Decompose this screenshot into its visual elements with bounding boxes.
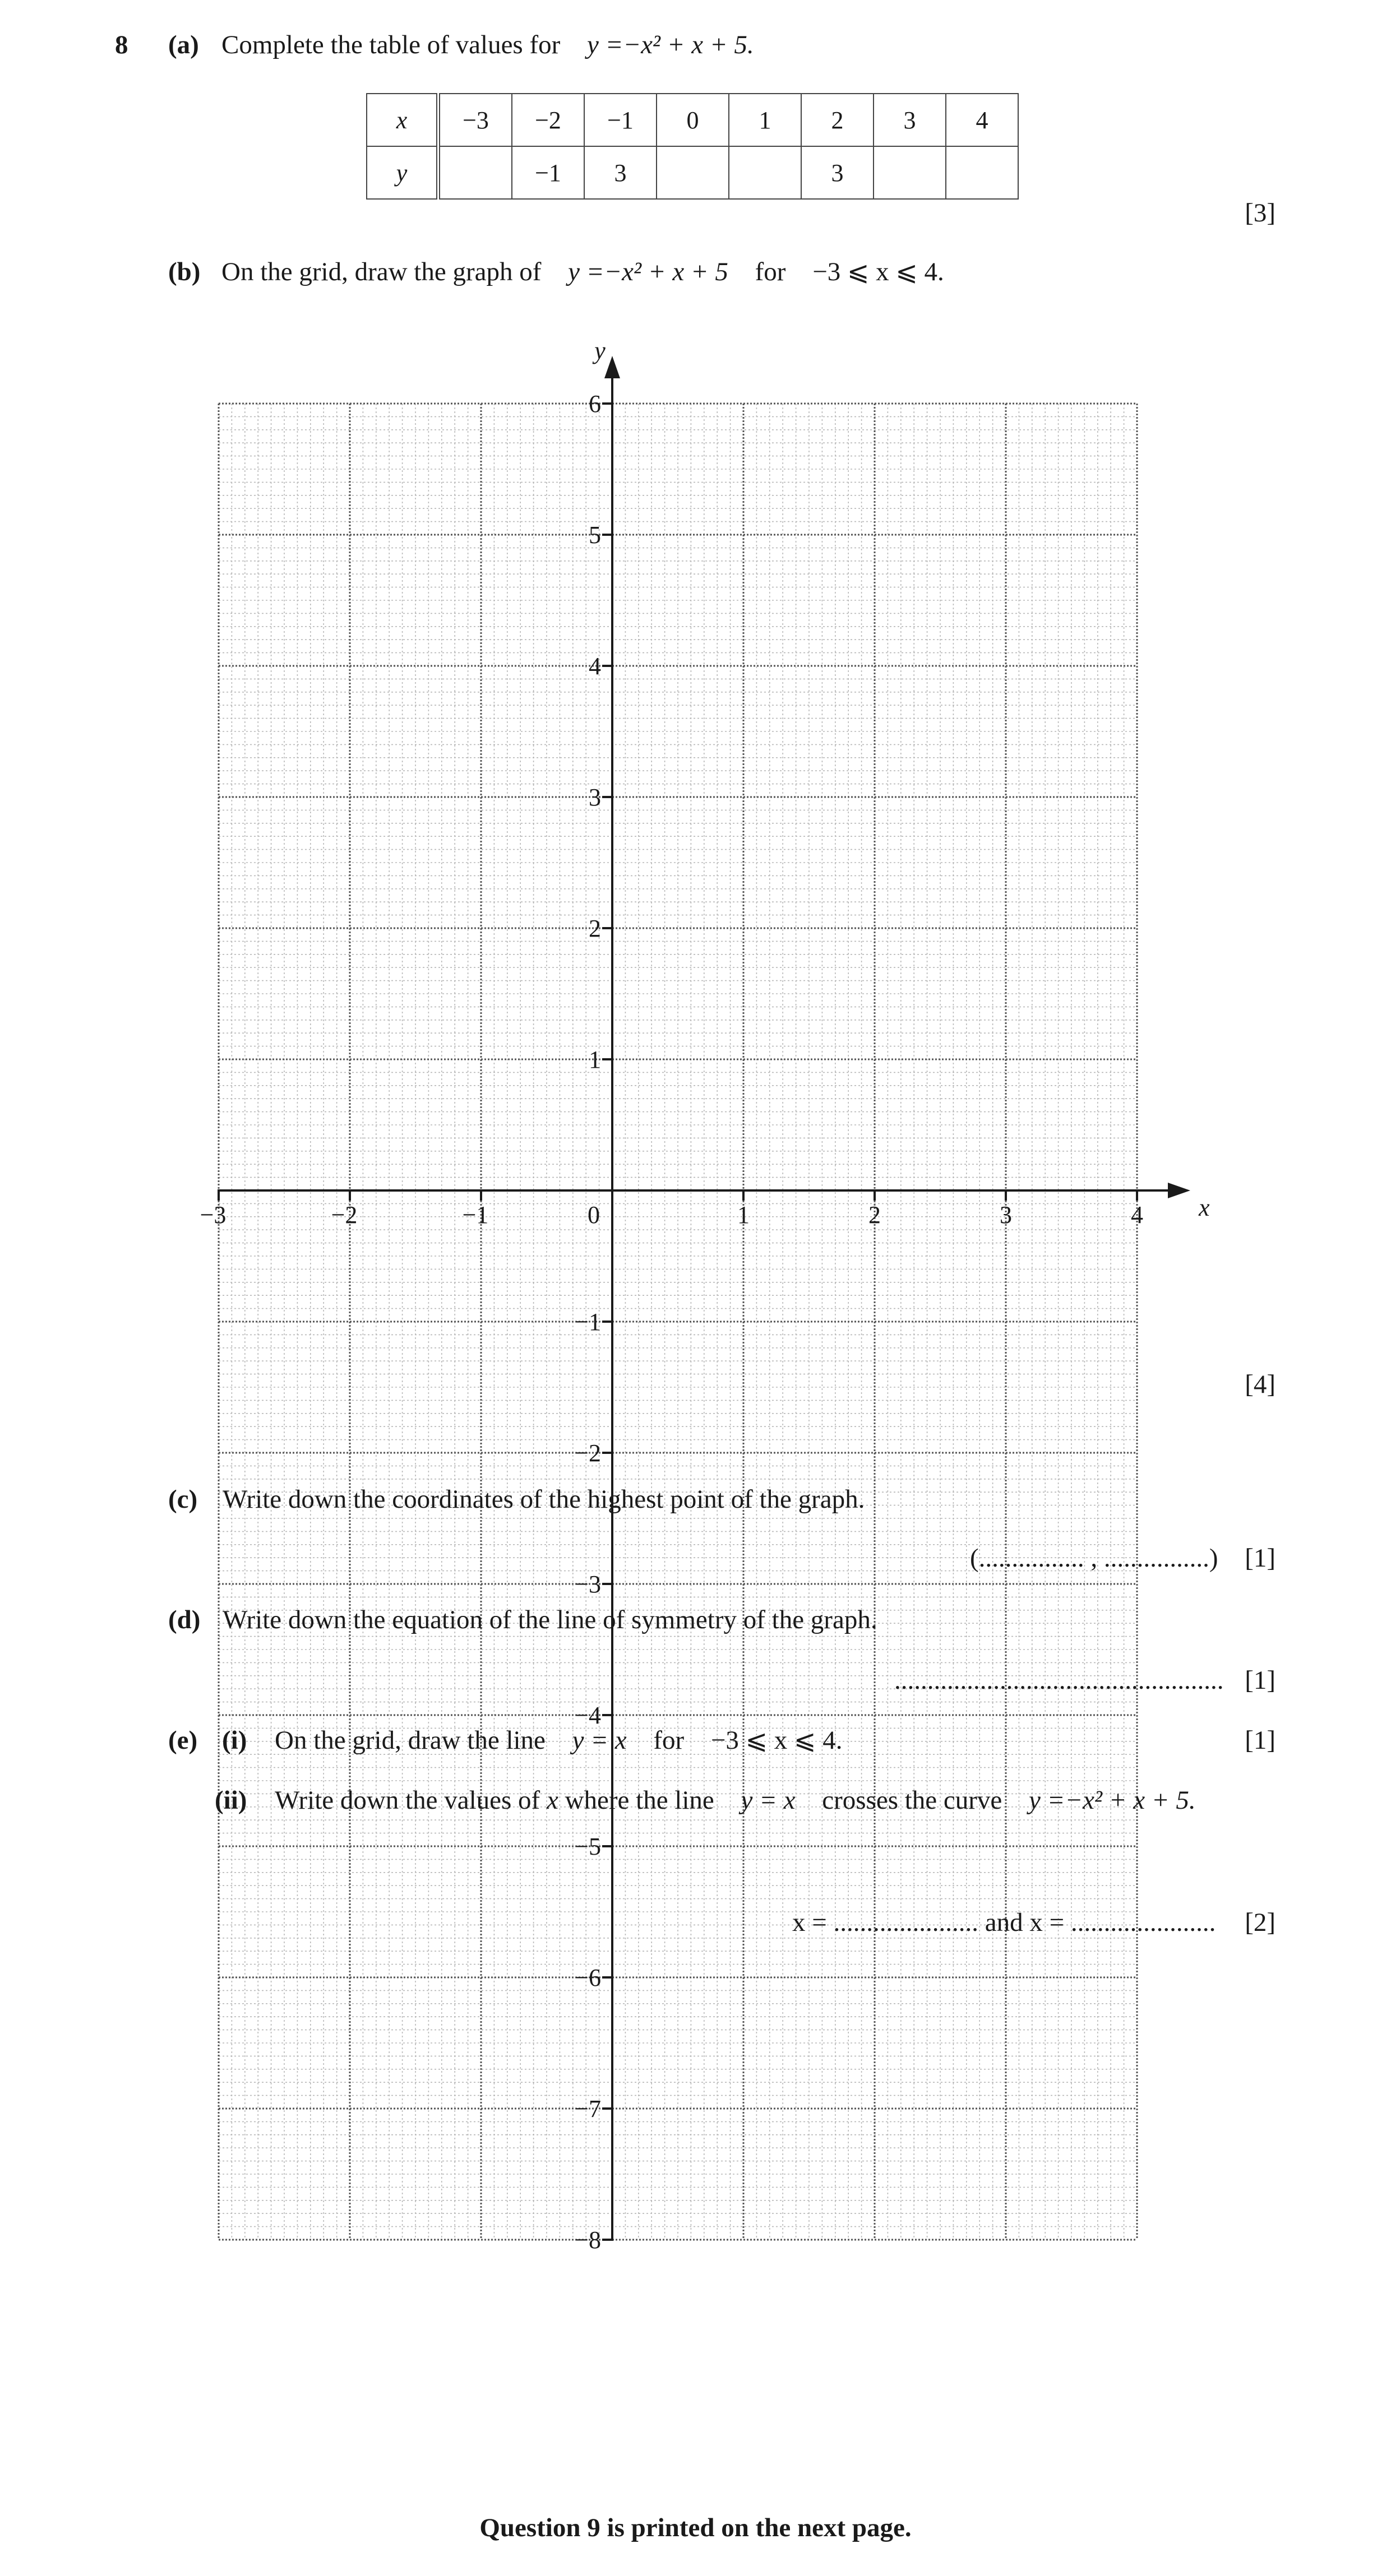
part-b-prompt: On the grid, draw the graph of [221,257,542,286]
part-c-marks: [1] [1245,1544,1276,1573]
part-d-text: Write down the equation of the line of symmetry of the graph. [223,1605,877,1634]
part-e-ii-answer-line[interactable]: x = ...................... and x = ...................... [792,1908,1216,1937]
y-tick-label: −3 [575,1570,601,1598]
y-tick-label: −8 [575,2226,601,2254]
y-tick-label: 6 [589,390,601,418]
part-b-equation: y =−x² + x + 5 [568,257,728,286]
part-e-i-for: for [653,1726,685,1755]
x-cell: 1 [729,94,801,146]
part-c-answer-line[interactable]: (................ , ................) [970,1544,1218,1573]
part-b-marks: [4] [1245,1370,1276,1399]
part-e-ii-mid2: crosses the curve [822,1786,1002,1815]
footer-note: Question 9 is printed on the next page. [479,2513,912,2542]
x-cell: 3 [874,94,946,146]
x-axis-label: x [1199,1194,1210,1221]
part-e-ii-text [275,1783,1196,1817]
y-tick-label: 5 [589,521,601,549]
y-tick-label: −2 [575,1439,601,1467]
part-c-text: Write down the coordinates of the highest point of the graph. [223,1485,865,1514]
origin-label: 0 [588,1201,600,1229]
x-header-cell: x [367,94,438,146]
part-e-ii-label: (ii) [215,1786,247,1815]
x-tick-label: −1 [462,1201,489,1229]
x-tick-label: −3 [200,1201,227,1229]
y-tick-label: −1 [575,1308,601,1336]
x-tick-label: 4 [1131,1201,1143,1229]
part-a-prompt: Complete the table of values for [221,30,561,59]
question-number: 8 [115,30,128,59]
table-of-values [366,93,1019,200]
x-cell: 0 [657,94,729,146]
part-d-marks: [1] [1245,1666,1276,1695]
y-tick-label: 3 [589,784,601,811]
y-answer-cell[interactable] [946,146,1018,199]
x-tick-label: 3 [1000,1201,1012,1229]
y-axis-label: y [594,337,606,364]
part-e-ii-prompt: Write down the values of [275,1786,540,1815]
part-a-text [221,28,754,62]
y-answer-cell[interactable] [657,146,729,199]
table-row-y [367,146,1018,199]
part-d-answer-line[interactable]: .................................................. [894,1666,1224,1695]
x-axis-arrow-icon [1168,1183,1190,1198]
y-tick-label: −7 [575,2095,601,2123]
y-answer-cell[interactable] [438,146,512,199]
part-e-i-label: (i) [222,1726,247,1755]
x-cell: 2 [801,94,874,146]
x-tick-label: 2 [868,1201,881,1229]
part-b-for: for [755,257,786,286]
part-c-label: (c) [168,1485,198,1514]
y-header-cell: y [367,146,438,199]
part-e-ii-x-variable: x [546,1786,558,1815]
y-tick-label: −5 [575,1833,601,1860]
y-tick-label: −4 [575,1702,601,1729]
y-tick-label: 1 [589,1046,601,1073]
table-row-x [367,94,1018,146]
part-e-ii-line-equation: y = x [741,1786,796,1815]
x-cell: −2 [512,94,584,146]
part-a-label: (a) [168,30,199,59]
y-answer-cell[interactable] [729,146,801,199]
part-a-marks: [3] [1245,198,1276,228]
x-tick-label: −2 [331,1201,358,1229]
y-tick-label: 4 [589,652,601,680]
part-b-text [221,255,944,289]
part-e-ii-curve-equation: y =−x² + x + 5. [1029,1786,1196,1815]
x-tick-label: 1 [737,1201,750,1229]
part-e-i-equation: y = x [572,1726,627,1755]
part-a-equation: y =−x² + x + 5. [587,30,754,59]
axes [219,356,1190,2240]
x-cell: −1 [584,94,657,146]
part-e-i-prompt: On the grid, draw the line [275,1726,546,1755]
x-cell: 4 [946,94,1018,146]
part-e-ii-marks: [2] [1245,1908,1276,1937]
part-e-i-range: −3 ⩽ x ⩽ 4. [710,1726,843,1755]
y-tick-label: −6 [575,1964,601,1991]
part-b-range: −3 ⩽ x ⩽ 4. [812,257,944,286]
y-cell: 3 [584,146,657,199]
y-axis-arrow-icon [604,356,620,378]
x-cell: −3 [438,94,512,146]
part-d-label: (d) [168,1605,201,1634]
part-b-label: (b) [168,257,201,286]
part-e-label: (e) [168,1726,198,1755]
part-e-i-marks: [1] [1245,1726,1276,1755]
y-answer-cell[interactable] [874,146,946,199]
y-tick-label: 2 [589,915,601,942]
y-cell: 3 [801,146,874,199]
part-e-i-text [275,1723,842,1757]
part-e-ii-mid: where the line [565,1786,714,1815]
y-cell: −1 [512,146,584,199]
